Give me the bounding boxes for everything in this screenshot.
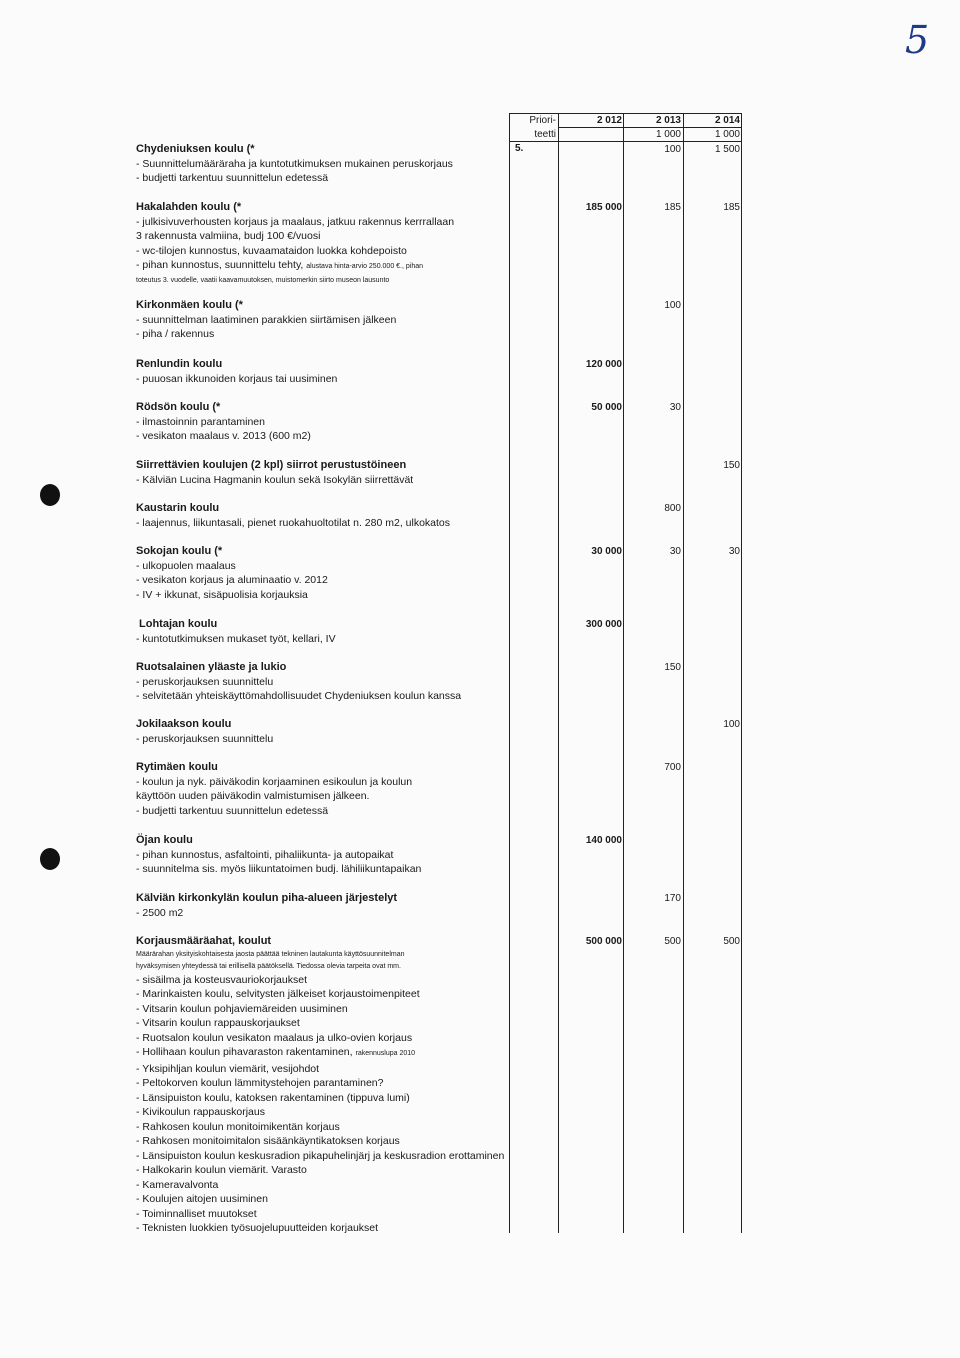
- project-rodso: [136, 400, 566, 444]
- punch-hole-icon: [40, 484, 60, 506]
- value-2013: 100: [664, 144, 681, 155]
- column-rule-2014: [741, 113, 742, 1233]
- priority-value: 5.: [515, 143, 524, 154]
- project-line: - laajennus, liikuntasali, pienet ruokahuoltotilat n. 280 m2, ulkokatos: [136, 516, 451, 529]
- project-line: - ulkopuolen maalaus: [136, 559, 236, 572]
- project-korjaus: [136, 934, 596, 1236]
- project-line: - Toiminnalliset muutokset: [136, 1207, 257, 1220]
- value-2012: 50 000: [591, 402, 622, 413]
- project-note: toteutus 3. vuodelle, vaatii kaavamuutoksen, muistomerkin siirto museon lausunto: [136, 276, 390, 284]
- project-line: - Vitsarin koulun pohjaviemäreiden uusiminen: [136, 1002, 348, 1015]
- project-line: - suunnittelman laatiminen parakkien siirtämisen jälkeen: [136, 313, 397, 326]
- project-hakalahti: [136, 200, 566, 287]
- project-title: Lohtajan koulu: [139, 618, 218, 630]
- project-rytimaki: [136, 760, 566, 818]
- value-2012: 500 000: [585, 936, 622, 947]
- project-kirkonmaki: [136, 298, 566, 342]
- year-subheader-2013: 1 000: [655, 129, 681, 140]
- project-line: - Rahkosen monitoimitalon sisäänkäyntikatoksen korjaus: [136, 1135, 400, 1147]
- project-line: - Kälviän Lucina Hagmanin koulun sekä Isokylän siirrettävät: [136, 473, 414, 486]
- value-2013: 170: [664, 893, 681, 904]
- project-title: Sokojan koulu (*: [136, 545, 223, 557]
- project-note: Määrärahan yksityiskohtaisesta jaosta päättää tekninen lautakunta käyttösuunnitelman: [136, 950, 405, 958]
- project-line: - kuntotutkimuksen mukaset työt, kellari, IV: [136, 632, 336, 645]
- priority-header: Priori-: [529, 115, 556, 126]
- project-line: - vesikaton maalaus v. 2013 (600 m2): [136, 430, 311, 442]
- project-kaustari: [136, 501, 566, 530]
- project-line: - wc-tilojen kunnostus, kuvaamataidon luokka kohdepoisto: [136, 244, 407, 257]
- project-line: - sisäilma ja kosteusvauriokorjaukset: [136, 973, 307, 986]
- project-line: - Länsipuiston koulun keskusradion pikapuhelinjärj ja keskusradion erottaminen: [136, 1149, 505, 1162]
- project-chydenius: [136, 142, 566, 186]
- value-2014: 1 500: [714, 144, 740, 155]
- project-line: - 2500 m2: [136, 906, 184, 919]
- project-line: - Kivikoulun rappauskorjaus: [136, 1106, 265, 1118]
- year-header-2014: 2 014: [714, 115, 740, 126]
- project-line: käyttöön uuden päiväkodin valmistumisen jälkeen.: [136, 790, 370, 802]
- project-line: - pihan kunnostus, asfaltointi, pihaliikunta- ja autopaikat: [136, 848, 394, 861]
- project-title: Rödsön koulu (*: [136, 401, 221, 413]
- project-line: - peruskorjauksen suunnittelu: [136, 675, 274, 688]
- value-2014: 30: [728, 546, 740, 557]
- priority-header: teetti: [534, 129, 556, 140]
- value-2014: 100: [723, 719, 740, 730]
- project-line: - Halkokarin koulun viemärit. Varasto: [136, 1164, 307, 1176]
- project-title: Rytimäen koulu: [136, 761, 218, 773]
- project-oja: [136, 833, 566, 877]
- table-top-rule: [509, 113, 742, 114]
- value-2013: 185: [664, 202, 681, 213]
- project-line: - Vitsarin koulun rappauskorjaukset: [136, 1017, 300, 1029]
- value-2013: 800: [664, 503, 681, 514]
- project-line: - Rahkosen koulun monitoimikentän korjaus: [136, 1120, 340, 1133]
- project-title: Siirrettävien koulujen (2 kpl) siirrot perustustöineen: [136, 459, 407, 471]
- value-2014: 185: [723, 202, 740, 213]
- project-line: - IV + ikkunat, sisäpuolisia korjauksia: [136, 588, 308, 601]
- column-rule-2013: [683, 113, 684, 1233]
- value-2012: 30 000: [591, 546, 622, 557]
- project-line: - Länsipuiston koulu, katoksen rakentaminen (tippuva lumi): [136, 1091, 410, 1104]
- project-line: - Suunnittelumääräraha ja kuntotutkimuksen mukainen peruskorjaus: [136, 157, 453, 170]
- project-line: - Kameravalvonta: [136, 1178, 219, 1191]
- hollihaa-small-text: rakennuslupa 2010: [355, 1050, 416, 1057]
- project-title: Kirkonmäen koulu (*: [136, 299, 243, 311]
- column-rule-2012: [623, 113, 624, 1233]
- project-line: - Koulujen aitojen uusiminen: [136, 1193, 268, 1205]
- project-line: - budjetti tarkentuu suunnittelun edetessä: [136, 804, 329, 817]
- value-2013: 150: [664, 662, 681, 673]
- project-title: Öjan koulu: [136, 834, 193, 846]
- project-line: - Ruotsalon koulun vesikaton maalaus ja ulko-ovien korjaus: [136, 1031, 413, 1044]
- value-2014: 150: [723, 460, 740, 471]
- year-header-2012: 2 012: [596, 115, 622, 126]
- pihan-text: - pihan kunnostus, suunnittelu tehty,: [136, 259, 304, 271]
- project-line: - Peltokorven koulun lämmitystehojen parantaminen?: [136, 1077, 384, 1089]
- project-kalvia: [136, 891, 566, 920]
- value-2012: 300 000: [585, 619, 622, 630]
- value-2012: 185 000: [585, 202, 622, 213]
- project-title: Jokilaakson koulu: [136, 718, 232, 730]
- project-sokoja: [136, 544, 566, 602]
- project-siirrot: [136, 458, 566, 487]
- project-line: - ilmastoinnin parantaminen: [136, 415, 265, 428]
- project-line: - peruskorjauksen suunnittelu: [136, 732, 274, 745]
- year-header-2013: 2 013: [655, 115, 681, 126]
- project-line: - koulun ja nyk. päiväkodin korjaaminen esikoulun ja koulun: [136, 775, 413, 788]
- project-title: Kaustarin koulu: [136, 502, 220, 514]
- project-line: [136, 258, 566, 275]
- project-line: - selvitetään yhteiskäyttömahdollisuudet Chydeniuksen koulun kanssa: [136, 690, 462, 702]
- project-line: - budjetti tarkentuu suunnittelun edetessä: [136, 172, 329, 184]
- project-line: - Yksipihljan koulun viemärit, vesijohdot: [136, 1062, 320, 1075]
- value-2013: 30: [669, 546, 681, 557]
- header-mid-rule: [558, 127, 742, 128]
- project-title: Korjausmääräahat, koulut: [136, 935, 272, 947]
- value-2013: 30: [669, 402, 681, 413]
- project-lohtaja: [136, 617, 569, 646]
- project-ruotsalainen: [136, 660, 566, 704]
- project-line: - julkisivuverhousten korjaus ja maalaus, jatkuu rakennus kerrrallaan: [136, 215, 455, 228]
- value-2012: 140 000: [585, 835, 622, 846]
- year-subheader-2014: 1 000: [714, 129, 740, 140]
- project-renlund: [136, 357, 566, 386]
- value-2013: 500: [664, 936, 681, 947]
- project-title: Chydeniuksen koulu (*: [136, 143, 255, 155]
- project-line: - Teknisten luokkien työsuojelupuutteiden korjaukset: [136, 1222, 379, 1234]
- project-line: - suunnitelma sis. myös liikuntatoimen budj. lähiliikuntapaikan: [136, 863, 422, 875]
- value-2013: 100: [664, 300, 681, 311]
- project-line: - piha / rakennus: [136, 328, 215, 340]
- project-line: - Marinkaisten koulu, selvitysten jälkeiset korjaustoimenpiteet: [136, 988, 420, 1000]
- project-note: hyväksymisen yhteydessä tai erillisellä päätöksellä. Tiedossa olevia tarpeita ovat mm.: [136, 962, 401, 970]
- project-title: Kälviän kirkonkylän koulun piha-alueen järjestelyt: [136, 892, 398, 904]
- value-2012: 120 000: [585, 359, 622, 370]
- project-title: Hakalahden koulu (*: [136, 201, 242, 213]
- project-line: [136, 1045, 596, 1062]
- project-title: Ruotsalainen yläaste ja lukio: [136, 661, 287, 673]
- punch-hole-icon: [40, 848, 60, 870]
- project-line: - vesikaton korjaus ja aluminaatio v. 2012: [136, 574, 328, 586]
- hollihaa-text: - Hollihaan koulun pihavaraston rakentaminen,: [136, 1046, 353, 1058]
- pihan-small-text: alustava hinta-arvio 250.000 €., pihan: [306, 263, 424, 270]
- project-title: Renlundin koulu: [136, 358, 223, 370]
- project-jokilaakso: [136, 717, 566, 746]
- handwritten-page-number: 5: [905, 18, 930, 62]
- value-2014: 500: [723, 936, 740, 947]
- project-line: 3 rakennusta valmiina, budj 100 €/vuosi: [136, 230, 321, 242]
- project-line: - puuosan ikkunoiden korjaus tai uusiminen: [136, 372, 338, 385]
- value-2013: 700: [664, 762, 681, 773]
